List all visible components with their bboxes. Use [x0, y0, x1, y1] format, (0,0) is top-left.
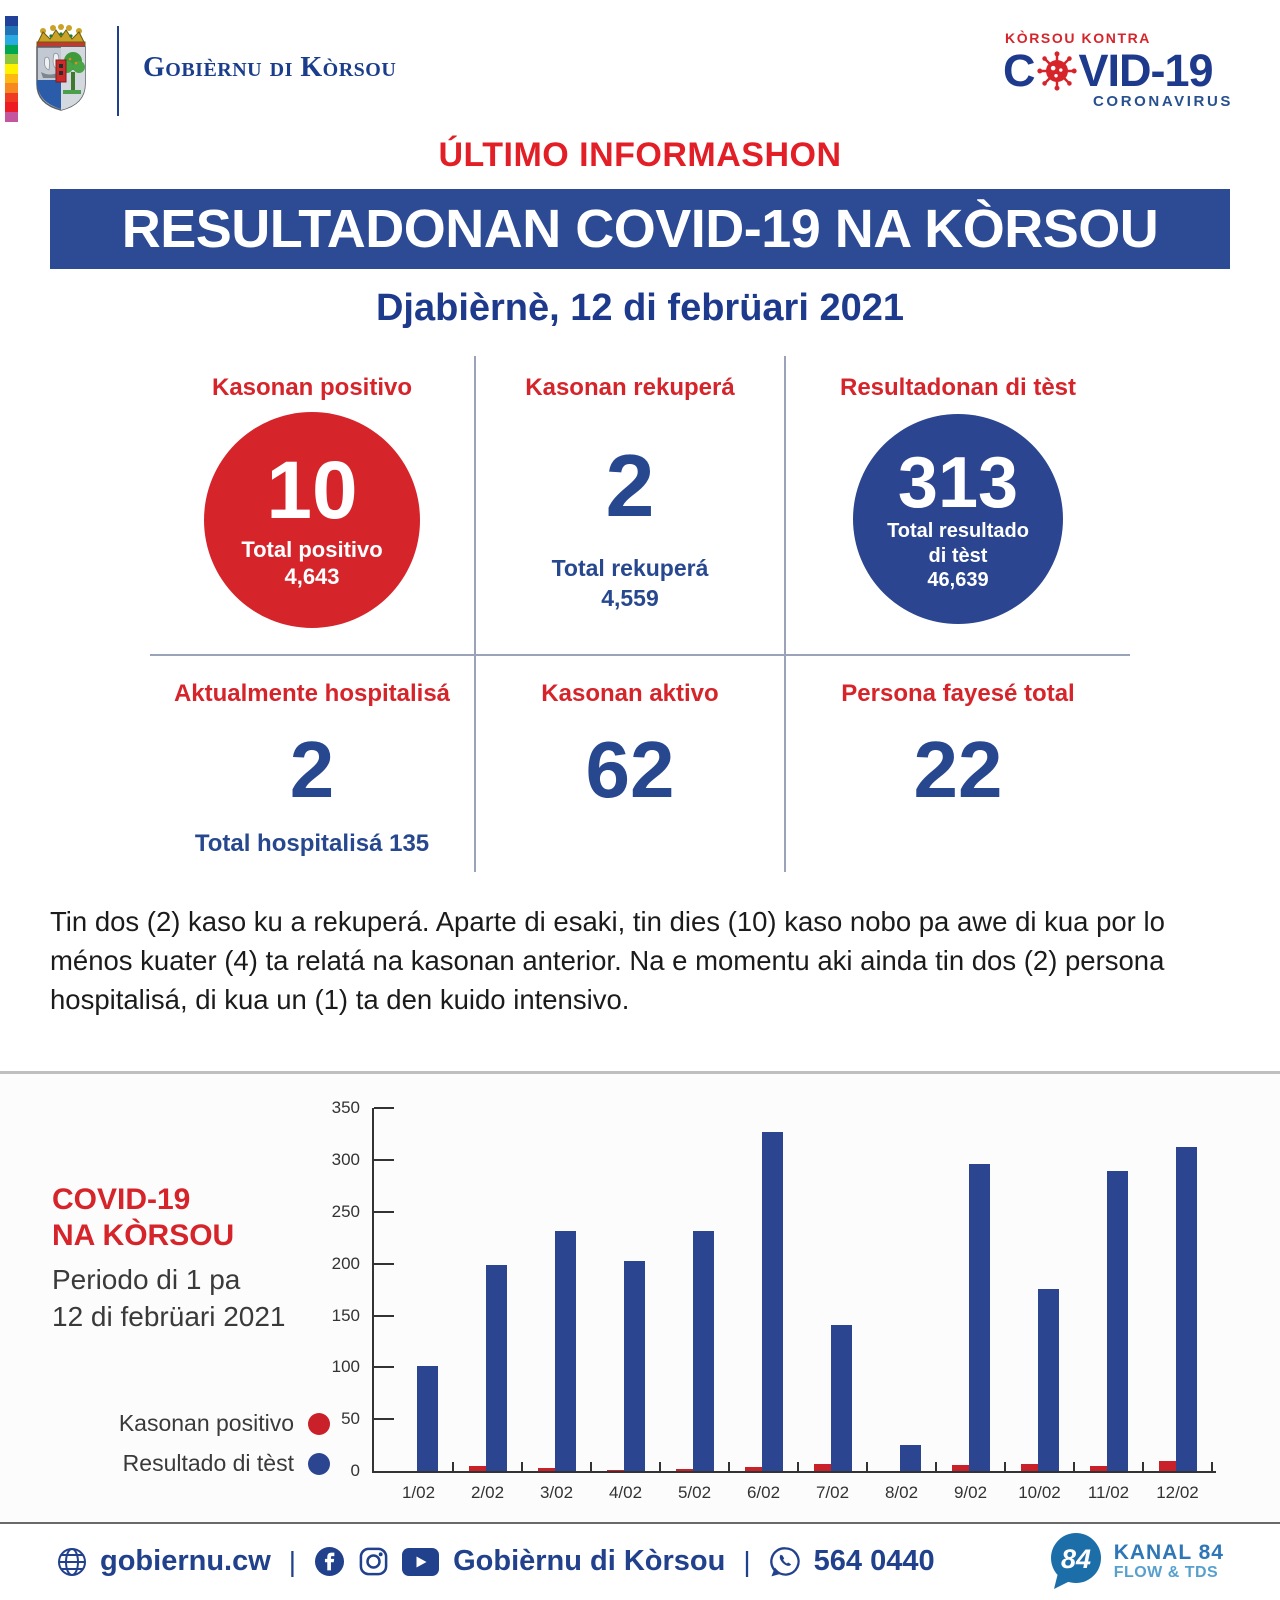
government-name: Gobièrnu di Kòrsou: [143, 52, 397, 83]
social-icons: [314, 1546, 439, 1577]
legend-label: Kasonan positivo: [118, 1410, 294, 1437]
header: [0, 0, 1280, 130]
bar-group-1/02: [384, 1108, 453, 1503]
footer-separator: |: [288, 1545, 297, 1577]
stat-deaths: [786, 656, 1130, 872]
legend-item-positive: [60, 1410, 330, 1437]
bar-tests: [693, 1231, 714, 1472]
y-tick-label: 350: [331, 1098, 360, 1118]
stat-value: 10: [266, 445, 358, 537]
stat-total-label: [887, 519, 1029, 569]
stat-total-label: Total positivo: [241, 537, 383, 563]
y-tick-mark: [374, 1263, 394, 1265]
bar-positive: [1090, 1466, 1107, 1471]
x-tick-label: 1/02: [401, 1483, 436, 1503]
chart-title-line2: NA KÒRSOU: [52, 1219, 235, 1253]
report-date: Djabièrnè, 12 di febrüari 2021: [375, 287, 904, 329]
y-tick-label: 50: [341, 1409, 360, 1429]
website-text: gobiernu.cw: [100, 1545, 271, 1578]
bar-group-4/02: [591, 1108, 660, 1503]
youtube-icon[interactable]: [402, 1548, 439, 1576]
bar-positive: [1159, 1461, 1176, 1471]
stat-total-value: 4,643: [284, 563, 340, 589]
y-tick-mark: [374, 1315, 394, 1317]
x-tick-label: 7/02: [815, 1483, 850, 1503]
y-tick-mark: [374, 1211, 394, 1213]
main-title-text: RESULTADONAN COVID-19 NA KÒRSOU: [121, 199, 1159, 259]
bar-group-9/02: [936, 1108, 1005, 1503]
curacao-coat-of-arms-icon: [30, 24, 92, 112]
chart-subtitle-line1: Periodo di 1 pa: [52, 1264, 241, 1296]
campaign-brand: [1003, 45, 1233, 96]
bar-positive: [538, 1468, 555, 1471]
virus-icon: [1036, 50, 1078, 92]
bar-tests: [900, 1445, 921, 1471]
bar-positive: [676, 1469, 693, 1471]
stat-label: Resultadonan di tèst: [839, 374, 1077, 401]
x-tick-label: 2/02: [470, 1483, 505, 1503]
bar-group-3/02: [522, 1108, 591, 1503]
x-tick-label: 8/02: [884, 1483, 919, 1503]
facebook-icon[interactable]: [314, 1546, 345, 1577]
stat-value: 313: [897, 442, 1019, 523]
positive-circle-badge: [204, 412, 420, 628]
kanal84-text: [1114, 1541, 1224, 1582]
header-divider: [117, 26, 119, 116]
stat-label: Persona fayesé total: [841, 680, 1075, 707]
legend-label: Resultado di tèst: [122, 1450, 294, 1477]
bar-positive: [469, 1466, 486, 1471]
y-tick-mark: [374, 1107, 394, 1109]
kicker-title: ÚLTIMO INFORMASHON: [438, 136, 842, 174]
bar-tests: [969, 1164, 990, 1471]
total-label-line2: di tèst: [928, 544, 988, 567]
x-tick-label: 11/02: [1087, 1483, 1130, 1503]
bar-group-7/02: [798, 1108, 867, 1503]
stat-total-value: 46,639: [927, 568, 989, 591]
stat-value: 2: [289, 725, 335, 814]
x-tick-mark: [1211, 1462, 1213, 1471]
x-tick-label: 12/02: [1156, 1483, 1199, 1503]
bar-tests: [555, 1231, 576, 1472]
stat-value: 2: [605, 436, 655, 535]
y-tick-mark: [374, 1159, 394, 1161]
globe-icon: [56, 1546, 88, 1578]
stat-total-label: Total hospitalisá 135: [194, 830, 430, 857]
x-tick-label: 6/02: [746, 1483, 781, 1503]
y-tick-mark: [374, 1418, 394, 1420]
covid19-campaign-logo: [1003, 30, 1233, 110]
footer: [0, 1524, 1280, 1599]
chart-subtitle-line2: 12 di febrüari 2021: [52, 1300, 286, 1332]
x-tick-label: 9/02: [953, 1483, 988, 1503]
campaign-subtitle: CORONAVIRUS: [1093, 93, 1233, 110]
bar-tests: [831, 1325, 852, 1471]
y-tick-label: 150: [331, 1305, 360, 1325]
y-tick-label: 0: [350, 1461, 360, 1481]
stat-value: 62: [585, 725, 675, 814]
x-tick-label: 5/02: [677, 1483, 712, 1503]
kanal84-name: KANAL 84: [1113, 1541, 1224, 1565]
bar-group-2/02: [453, 1108, 522, 1503]
bar-group-5/02: [660, 1108, 729, 1503]
y-tick-label: 200: [331, 1253, 360, 1273]
stat-label: Kasonan positivo: [211, 374, 413, 401]
bar-positive: [814, 1464, 831, 1471]
chart-section: [0, 1071, 1280, 1524]
stat-total-label: [552, 554, 709, 614]
y-tick-label: 300: [331, 1150, 360, 1169]
whatsapp-icon: [769, 1545, 802, 1578]
social-account-name: Gobièrnu di Kòrsou: [453, 1545, 726, 1578]
x-tick-label: 10/02: [1018, 1483, 1061, 1503]
bar-group-12/02: [1143, 1108, 1212, 1503]
stat-active-cases: [476, 656, 786, 872]
bar-tests: [417, 1366, 438, 1471]
footer-phone[interactable]: [769, 1545, 935, 1578]
stat-hospitalized: [150, 656, 476, 872]
bar-tests: [486, 1265, 507, 1471]
bar-positive: [952, 1465, 969, 1471]
kanal84-badge-number: 84: [1060, 1543, 1091, 1574]
total-value-text: 4,559: [601, 584, 659, 611]
kanal84-logo: [1046, 1531, 1224, 1593]
stat-label: Aktualmente hospitalisá: [173, 680, 451, 707]
stats-grid: [150, 356, 1130, 872]
bar-tests: [762, 1132, 783, 1471]
brand-prefix: C: [1003, 45, 1035, 96]
stat-value: 22: [913, 725, 1003, 814]
instagram-icon[interactable]: [358, 1546, 389, 1577]
stat-label: Kasonan rekuperá: [525, 374, 735, 401]
stat-label: Kasonan aktivo: [541, 680, 719, 707]
campaign-tagline: KÒRSOU KONTRA: [1005, 30, 1152, 46]
bar-positive: [607, 1470, 624, 1471]
bar-group-11/02: [1074, 1108, 1143, 1503]
y-tick-mark: [374, 1366, 394, 1368]
y-tick-label: 100: [331, 1357, 360, 1377]
bar-positive: [745, 1467, 762, 1471]
x-tick-label: 4/02: [608, 1483, 643, 1503]
kanal84-badge-icon: [1046, 1531, 1104, 1593]
chart-groups: [384, 1108, 1212, 1503]
total-label-text: Total rekuperá: [551, 555, 709, 581]
chart-subtitle: [52, 1262, 286, 1335]
summary-paragraph: Tin dos (2) kaso ku a rekuperá. Aparte di esaki, tin dies (10) kaso nobo pa awe di kua por lo ménos kuater (4) ta relatá na kasonan anterior. Na e momentu aki ainda tin dos (2) persona hospitalisá, di kua un (1) ta den kuido intensivo.: [50, 906, 1165, 1016]
kanal84-tagline: FLOW & TDS: [1113, 1564, 1219, 1582]
brand-suffix: VID-19: [1078, 45, 1213, 96]
stat-recovered-cases: [476, 356, 786, 656]
footer-separator: |: [743, 1545, 751, 1577]
bar-tests: [1038, 1289, 1059, 1472]
total-label-line1: Total resultado: [887, 519, 1029, 542]
bar-group-10/02: [1005, 1108, 1074, 1503]
chart-title-line1: COVID-19: [52, 1183, 191, 1217]
stat-test-results: [786, 356, 1130, 656]
tests-circle-badge: [853, 414, 1063, 624]
main-title-banner: [50, 189, 1230, 269]
stat-positive-cases: [150, 356, 476, 656]
legend-item-tests: [60, 1450, 330, 1477]
bar-tests: [1176, 1147, 1197, 1472]
footer-website[interactable]: [56, 1545, 271, 1578]
chart-info-block: [52, 1182, 286, 1335]
bar-tests: [624, 1261, 645, 1472]
chart-title: [52, 1182, 286, 1254]
y-tick-label: 250: [331, 1201, 360, 1221]
bar-group-6/02: [729, 1108, 798, 1503]
x-tick-label: 3/02: [539, 1483, 574, 1503]
bar-group-8/02: [867, 1108, 936, 1503]
chart-plot: [331, 1098, 1216, 1503]
phone-text: 564 0440: [813, 1545, 935, 1578]
bar-positive: [1021, 1464, 1038, 1471]
bar-tests: [1107, 1171, 1128, 1471]
flag-color-stripe: [5, 16, 18, 122]
chart-legend: [60, 1410, 330, 1490]
